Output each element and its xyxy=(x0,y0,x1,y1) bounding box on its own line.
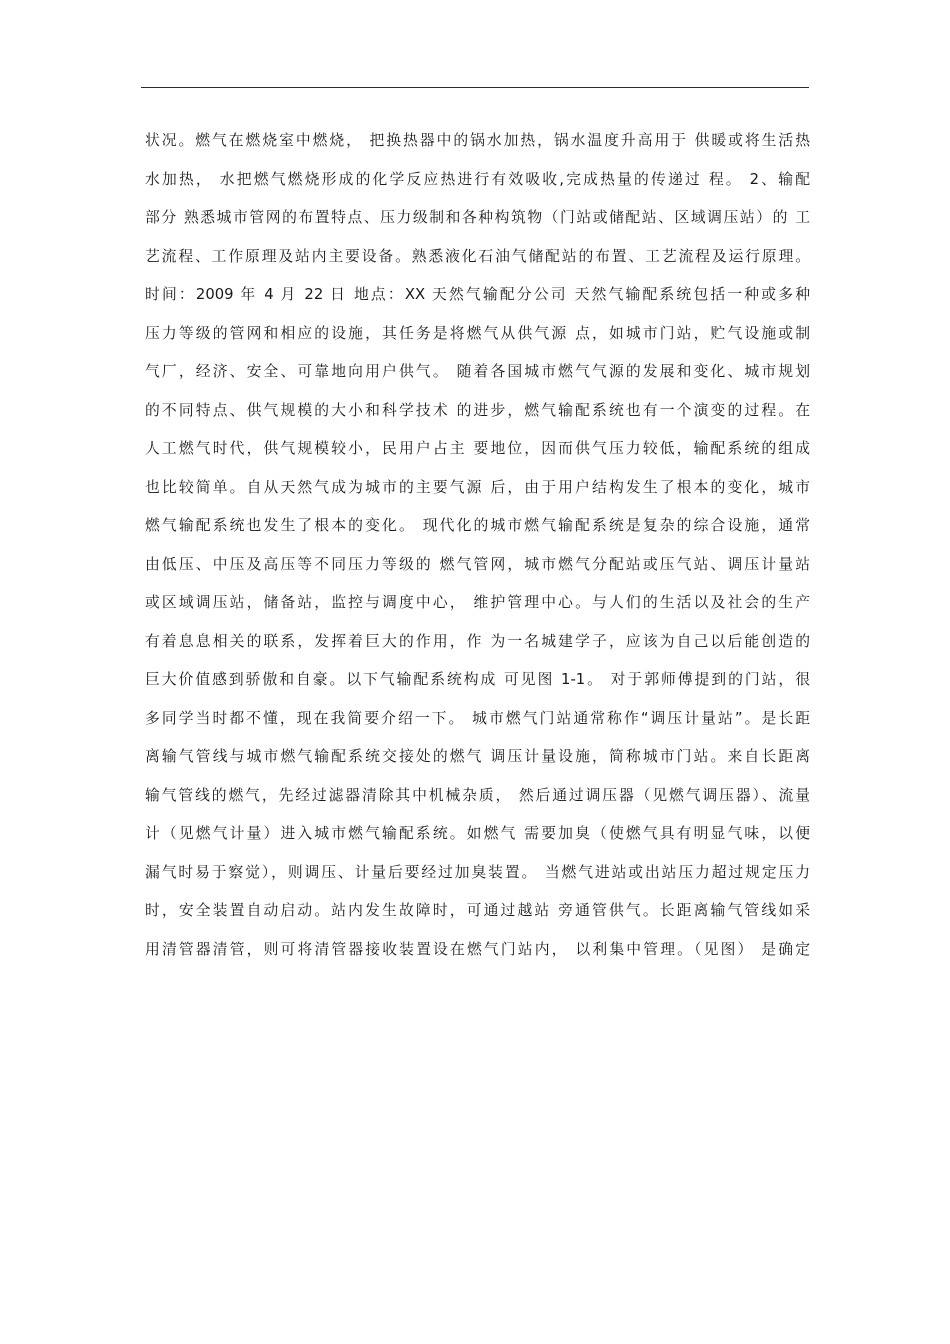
text-line: 由低压、中压及高压等不同压力等级的 燃气管网，城市燃气分配站或压气站、调压计量站 xyxy=(145,555,810,573)
text-line: 用清管器清管，则可将清管器接收装置设在燃气门站内， 以利集中管理。（见图） 是确定 xyxy=(145,940,810,958)
text-line: 的不同特点、供气规模的大小和科学技术 的进步，燃气输配系统也有一个演变的过程。在 xyxy=(145,401,810,419)
body-text xyxy=(145,122,810,969)
text-line: 也比较简单。自从天然气成为城市的主要气源 后，由于用户结构发生了根本的变化，城市 xyxy=(145,478,810,496)
text-line: 计（见燃气计量）进入城市燃气输配系统。如燃气 需要加臭（使燃气具有明显气味，以便 xyxy=(145,825,810,842)
text-line: 部分 熟悉城市管网的布置特点、压力级制和各种构筑物（门站或储配站、区域调压站）的 工 xyxy=(145,209,810,226)
text-line: 巨大价值感到骄傲和自豪。以下气输配系统构成 可见图 1-1。 对于郭师傅提到的门站，很 xyxy=(145,671,810,688)
text-line: 人工燃气时代，供气规模较小，民用户占主 要地位，因而供气压力较低，输配系统的组成 xyxy=(145,440,810,457)
text-line: 时，安全装置自动启动。站内发生故障时，可通过越站 旁通管供气。长距离输气管线如采 xyxy=(145,902,810,919)
text-line: 多同学当时都不懂，现在我简要介绍一下。 城市燃气门站通常称作“调压计量站”。是长距 xyxy=(145,709,810,727)
text-line: 离输气管线与城市燃气输配系统交接处的燃气 调压计量设施，简称城市门站。来自长距离 xyxy=(145,748,810,765)
text-line: 时间：2009 年 4 月 22 日 地点：XX 天然气输配分公司 天然气输配系统包括一种或多种 xyxy=(145,286,810,303)
header-rule xyxy=(141,87,809,88)
text-line: 气厂，经济、安全、可靠地向用户供气。 随着各国城市燃气气源的发展和变化、城市规划 xyxy=(145,363,810,380)
text-line: 有着息息相关的联系，发挥着巨大的作用，作 为一名城建学子，应该为自己以后能创造的 xyxy=(145,632,810,650)
text-line: 状况。燃气在燃烧室中燃烧， 把换热器中的锅水加热，锅水温度升高用于 供暖或将生活热 xyxy=(145,132,810,149)
text-line: 水加热， 水把燃气燃烧形成的化学反应热进行有效吸收,完成热量的传递过 程。 2、输配 xyxy=(145,170,810,188)
text-line: 或区域调压站，储备站，监控与调度中心， 维护管理中心。与人们的生活以及社会的生产 xyxy=(145,594,810,611)
text-line: 艺流程、工作原理及站内主要设备。熟悉液化石油气储配站的布置、工艺流程及运行原理。 xyxy=(145,247,810,265)
text-line: 输气管线的燃气，先经过滤器清除其中机械杂质， 然后通过调压器（见燃气调压器）、流量 xyxy=(145,786,810,804)
text-line: 压力等级的管网和相应的设施，其任务是将燃气从供气源 点，如城市门站，贮气设施或制 xyxy=(145,324,810,342)
text-line: 漏气时易于察觉），则调压、计量后要经过加臭装置。 当燃气进站或出站压力超过规定压力 xyxy=(145,863,810,881)
text-line: 燃气输配系统也发生了根本的变化。 现代化的城市燃气输配系统是复杂的综合设施，通常 xyxy=(145,517,810,534)
